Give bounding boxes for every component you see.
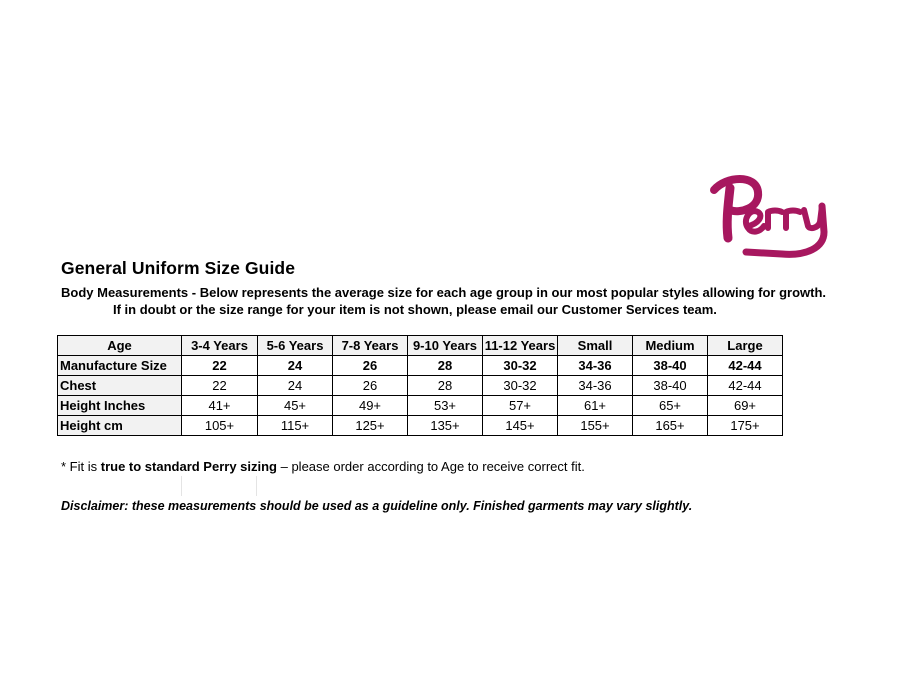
table-cell: 165+ [633, 416, 708, 436]
column-header: 7-8 Years [333, 336, 408, 356]
faint-gridline [256, 476, 257, 496]
column-header: Large [708, 336, 783, 356]
table-cell: 34-36 [558, 356, 633, 376]
table-cell: 69+ [708, 396, 783, 416]
row-label: Manufacture Size [58, 356, 182, 376]
table-cell: 145+ [483, 416, 558, 436]
table-cell: 135+ [408, 416, 483, 436]
column-header: 5-6 Years [258, 336, 333, 356]
table-cell: 30-32 [483, 356, 558, 376]
column-header: 9-10 Years [408, 336, 483, 356]
table-body [58, 336, 783, 436]
table-cell: 38-40 [633, 356, 708, 376]
table-cell: 26 [333, 376, 408, 396]
table-cell: 175+ [708, 416, 783, 436]
table-cell: 28 [408, 356, 483, 376]
table-cell: 24 [258, 376, 333, 396]
table-cell: 41+ [182, 396, 258, 416]
fit-note-prefix: * Fit is [61, 459, 101, 474]
table-cell: 28 [408, 376, 483, 396]
table-cell: 22 [182, 376, 258, 396]
column-header-age: Age [58, 336, 182, 356]
fit-note-emphasis: true to standard Perry sizing [100, 459, 277, 474]
perry-logo [706, 166, 841, 260]
fit-note-suffix: – please order according to Age to receive correct fit. [277, 459, 585, 474]
column-header: 3-4 Years [182, 336, 258, 356]
page-title: General Uniform Size Guide [61, 258, 296, 278]
table-cell: 38-40 [633, 376, 708, 396]
disclaimer: Disclaimer: these measurements should be used as a guideline only. Finished garments may vary slightly. [61, 499, 693, 513]
table-cell: 115+ [258, 416, 333, 436]
table-cell: 22 [182, 356, 258, 376]
table-cell: 34-36 [558, 376, 633, 396]
table-cell: 57+ [483, 396, 558, 416]
table-cell: 49+ [333, 396, 408, 416]
table-cell: 45+ [258, 396, 333, 416]
subtitle-line-2: If in doubt or the size range for your item is not shown, please email our Customer Services team. [113, 302, 717, 317]
column-header: Small [558, 336, 633, 356]
table-cell: 61+ [558, 396, 633, 416]
table-cell: 30-32 [483, 376, 558, 396]
table-cell: 26 [333, 356, 408, 376]
row-label: Chest [58, 376, 182, 396]
table-cell: 65+ [633, 396, 708, 416]
table-cell: 125+ [333, 416, 408, 436]
table-cell: 105+ [182, 416, 258, 436]
faint-gridline [181, 476, 182, 496]
table-cell: 24 [258, 356, 333, 376]
table-row-height-cm [58, 416, 783, 436]
table-row-chest [58, 376, 783, 396]
row-label: Height cm [58, 416, 182, 436]
column-header: Medium [633, 336, 708, 356]
table-cell: 42-44 [708, 376, 783, 396]
table-cell: 42-44 [708, 356, 783, 376]
size-guide-table [57, 335, 783, 436]
subtitle-line-1: Body Measurements - Below represents the average size for each age group in our most popular styles allowing for growth. [61, 285, 827, 300]
table-cell: 155+ [558, 416, 633, 436]
table-row-manufacture-size [58, 356, 783, 376]
table-cell: 53+ [408, 396, 483, 416]
column-header: 11-12 Years [483, 336, 558, 356]
table-row-height-inches [58, 396, 783, 416]
header-row [58, 336, 783, 356]
fit-note [61, 459, 585, 474]
row-label: Height Inches [58, 396, 182, 416]
